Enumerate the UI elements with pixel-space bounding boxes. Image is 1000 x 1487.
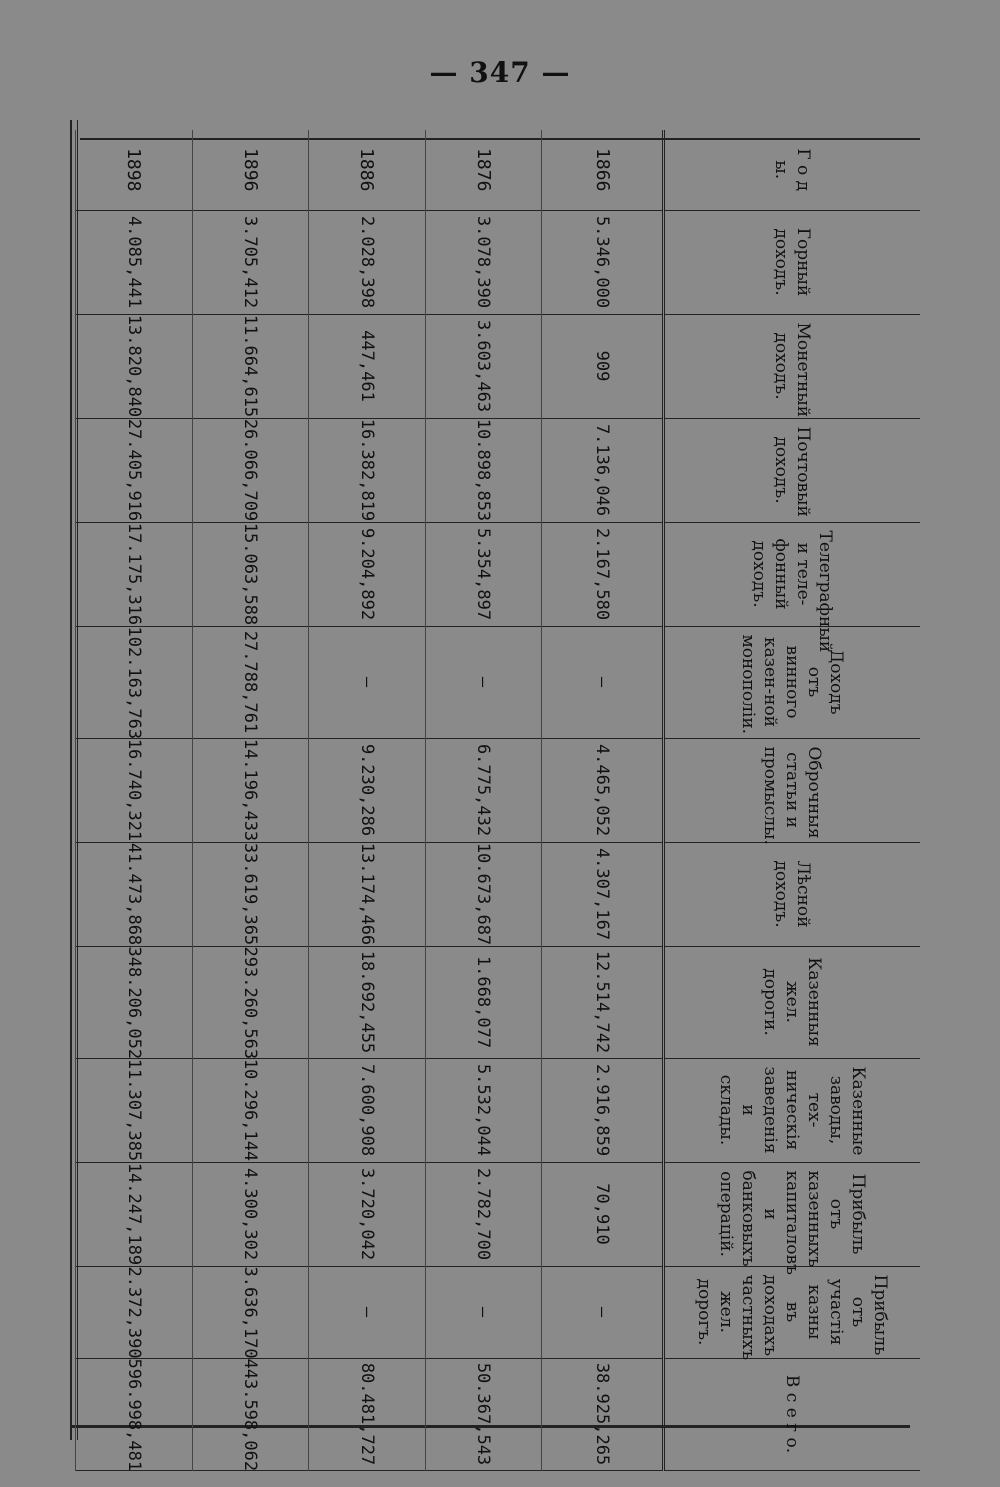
table-cell: 12.514,742 [542, 946, 664, 1058]
header-private-railways: Прибыль отъ участія казны въ доходахъ частныхъ жел. дорогъ. [664, 1266, 921, 1358]
cell-year: 1876 [425, 130, 542, 210]
table-cell: 13.174,466 [309, 842, 426, 946]
table-cell: 10.673,687 [425, 842, 542, 946]
table-row [192, 130, 309, 1470]
header-vodka-monopoly: Доходъ отъ винного казен-ной монополіи. [664, 626, 921, 738]
header-forest: Лѣсной доходъ. [664, 842, 921, 946]
table-cell: 9.204,892 [309, 522, 426, 626]
table-cell: 14.247,189 [76, 1162, 193, 1266]
table-cell: 41.473,868 [76, 842, 193, 946]
cell-year: 1886 [309, 130, 426, 210]
table-cell: 14.196,433 [192, 738, 309, 842]
table-cell: 7.600,908 [309, 1058, 426, 1162]
header-state-capital: Прибыль отъ казенныхъ капиталовъ и банковыхъ операцій. [664, 1162, 921, 1266]
table-row [425, 130, 542, 1470]
table-cell-total: 80.481,727 [309, 1358, 426, 1470]
table-cell: 4.085,441 [76, 210, 193, 314]
table-cell: 11.664,615 [192, 314, 309, 418]
table-cell: 16.740,321 [76, 738, 193, 842]
table-cell: 909 [542, 314, 664, 418]
table-cell-total: 50.367,543 [425, 1358, 542, 1470]
table-cell: 2.028,398 [309, 210, 426, 314]
table-cell: 16.382,819 [309, 418, 426, 522]
table-row [542, 130, 664, 1470]
table-cell: — [542, 626, 664, 738]
table-cell: 447,461 [309, 314, 426, 418]
table-cell: 348.206,052 [76, 946, 193, 1058]
table-cell: 33.619,365 [192, 842, 309, 946]
table-cell: 18.692,455 [309, 946, 426, 1058]
table-cell: 3.705,412 [192, 210, 309, 314]
header-state-factories: Казенные заводы, тех-ническія заведенія и склады. [664, 1058, 921, 1162]
table-cell: 2.782,700 [425, 1162, 542, 1266]
table-cell: 5.354,897 [425, 522, 542, 626]
table-cell: 3.720,042 [309, 1162, 426, 1266]
table-cell: 5.532,044 [425, 1058, 542, 1162]
table-cell: 6.775,432 [425, 738, 542, 842]
header-quitrent: Оброчныя статьи и промыслы. [664, 738, 921, 842]
table-cell: 10.296,144 [192, 1058, 309, 1162]
table-cell: 293.260,563 [192, 946, 309, 1058]
table-cell: — [542, 1266, 664, 1358]
header-telegraph: Телеграфный и теле-фонный доходъ. [664, 522, 921, 626]
table-cell: 9.230,286 [309, 738, 426, 842]
table-header-row [664, 130, 921, 1470]
table-cell-total: 38.925,265 [542, 1358, 664, 1470]
table-cell: 70,910 [542, 1162, 664, 1266]
table-row [76, 130, 193, 1470]
table-cell: 5.346,000 [542, 210, 664, 314]
table-cell: 3.603,463 [425, 314, 542, 418]
table-cell: 3.078,390 [425, 210, 542, 314]
table-cell: — [425, 1266, 542, 1358]
table-cell: 4.465,052 [542, 738, 664, 842]
header-postal: Почтовый доходъ. [664, 418, 921, 522]
page-number: — 347 — [429, 56, 571, 89]
table-cell: 13.820,840 [76, 314, 193, 418]
table-cell: 7.136,046 [542, 418, 664, 522]
table-cell: 2.916,859 [542, 1058, 664, 1162]
table-cell: 102.163,763 [76, 626, 193, 738]
header-total: В с е г о. [664, 1358, 921, 1470]
table-cell: 27.788,761 [192, 626, 309, 738]
table-cell: 10.898,853 [425, 418, 542, 522]
header-state-railways: Казенныя жел. дороги. [664, 946, 921, 1058]
cell-year: 1866 [542, 130, 664, 210]
header-years: Г о д ы. [664, 130, 921, 210]
cell-year: 1898 [76, 130, 193, 210]
table-cell: 15.063,588 [192, 522, 309, 626]
revenue-table [75, 130, 920, 1471]
table-cell: 27.405,916 [76, 418, 193, 522]
table-cell: 2.167,580 [542, 522, 664, 626]
table-cell: 4.307,167 [542, 842, 664, 946]
cell-year: 1896 [192, 130, 309, 210]
table-cell: 3.636,170 [192, 1266, 309, 1358]
table-cell-total: 443.598,062 [192, 1358, 309, 1470]
table-cell: — [309, 626, 426, 738]
table-cell: 4.300,302 [192, 1162, 309, 1266]
header-mint: Монетный доходъ. [664, 314, 921, 418]
table-cell-total: 596.998,481 [76, 1358, 193, 1470]
rotated-table-container [75, 130, 920, 1472]
table-cell: 26.066,709 [192, 418, 309, 522]
table-cell: 2.372,390 [76, 1266, 193, 1358]
table-cell: 1.668,077 [425, 946, 542, 1058]
table-cell: — [309, 1266, 426, 1358]
table-cell: — [425, 626, 542, 738]
header-mining: Горный доходъ. [664, 210, 921, 314]
table-cell: 17.175,316 [76, 522, 193, 626]
table-cell: 11.307,385 [76, 1058, 193, 1162]
table-row [309, 130, 426, 1470]
